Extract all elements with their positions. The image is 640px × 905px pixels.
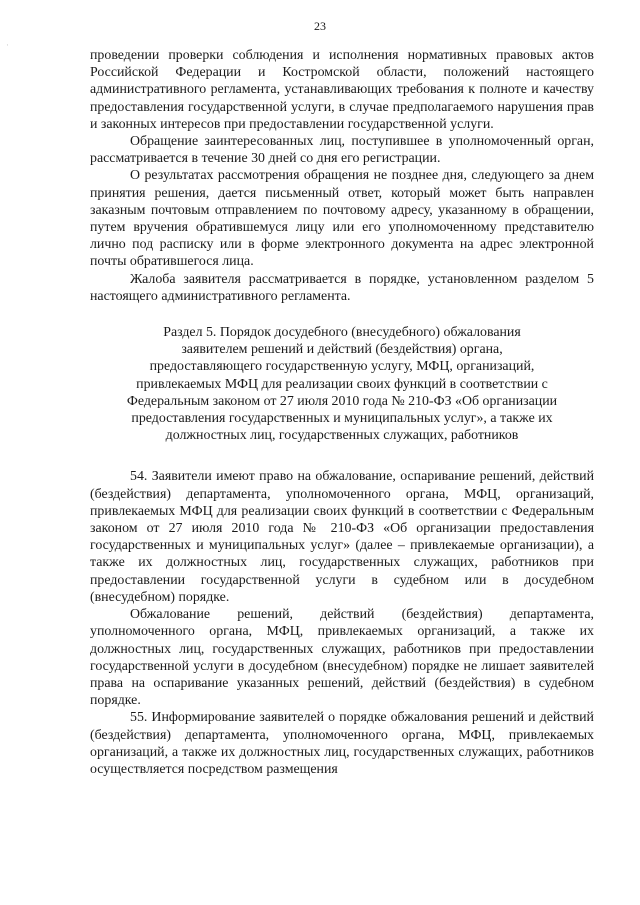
margin-mark: · bbox=[6, 40, 9, 50]
heading-line: заявителем решений и действий (бездействия) органа, bbox=[181, 342, 503, 358]
heading-line: Федеральным законом от 27 июля 2010 года № 210-ФЗ «Об организации bbox=[126, 393, 558, 409]
paragraph-55: 55. Информирование заявителей о порядке обжалования решений и действий (бездействия) департамента, уполномоченного органа, МФЦ, привлекаемых организаций, а также их должностных лиц, государственных служащих, работников осуществляется посредством размещения bbox=[90, 710, 594, 777]
section-5-heading bbox=[90, 324, 594, 444]
paragraph-appeal-result: О результатах рассмотрения обращения не позднее дня, следующего за днем принятия решения, дается письменный ответ, который может быть направлен заказным почтовым отправлением по почтовому адресу, указанному в обращении, путем вручения обратившемуся лицу или его уполномоченному представителю лично под расписку или в форме электронного документа на адрес электронной почты обратившегося лица. bbox=[90, 168, 594, 270]
page-number: 23 bbox=[314, 19, 326, 33]
paragraph-appeal-term: Обращение заинтересованных лиц, поступившее в уполномоченный орган, рассматривается в течение 30 дней со дня его регистрации. bbox=[90, 134, 594, 167]
paragraph-54: 54. Заявители имеют право на обжалование, оспаривание решений, действий (бездействия) департамента, уполномоченного органа, МФЦ, организаций, привлекаемых МФЦ для реализации своих функций в соответствии с Федеральным законом от 27 июля 2010 года № 210-ФЗ «Об организации предоставления государственных и муниципальных услуг» (далее – привлекаемые организации), а также их должностных лиц, государственных служащих, работников при предоставлении государственной услуги в судебном или в досудебном (внесудебном) порядке. bbox=[90, 469, 594, 605]
paragraph-continuation: проведении проверки соблюдения и исполнения нормативных правовых актов Российской Федерации и Костромской области, положений настоящего административного регламента, устанавливающих требования к полноте и качеству предоставления государственной услуги, в случае предполагаемого нарушения прав и законных интересов при предоставлении государственной услуги. bbox=[90, 48, 594, 132]
heading-line: привлекаемых МФЦ для реализации своих функций в соответствии с bbox=[136, 376, 548, 392]
heading-line: должностных лиц, государственных служащих, работников bbox=[165, 428, 519, 444]
heading-line: предоставляющего государственную услугу, МФЦ, организаций, bbox=[149, 359, 535, 375]
paragraph-complaint: Жалоба заявителя рассматривается в порядке, установленном разделом 5 настоящего административного регламента. bbox=[90, 271, 594, 304]
heading-line: предоставления государственных и муниципальных услуг», а также их bbox=[131, 411, 553, 427]
heading-line: Раздел 5. Порядок досудебного (внесудебного) обжалования bbox=[163, 325, 521, 341]
paragraph-appeal-no-restriction: Обжалование решений, действий (бездействия) департамента, уполномоченного органа, МФЦ, привлекаемых организаций, а также их должностных лиц, государственных служащих, работников при предоставлении государственной услуги в досудебном (внесудебном) порядке не лишает заявителей права на оспаривание указанных решений, действий (бездействия) в судебном порядке. bbox=[90, 607, 594, 709]
document-body bbox=[90, 47, 594, 778]
